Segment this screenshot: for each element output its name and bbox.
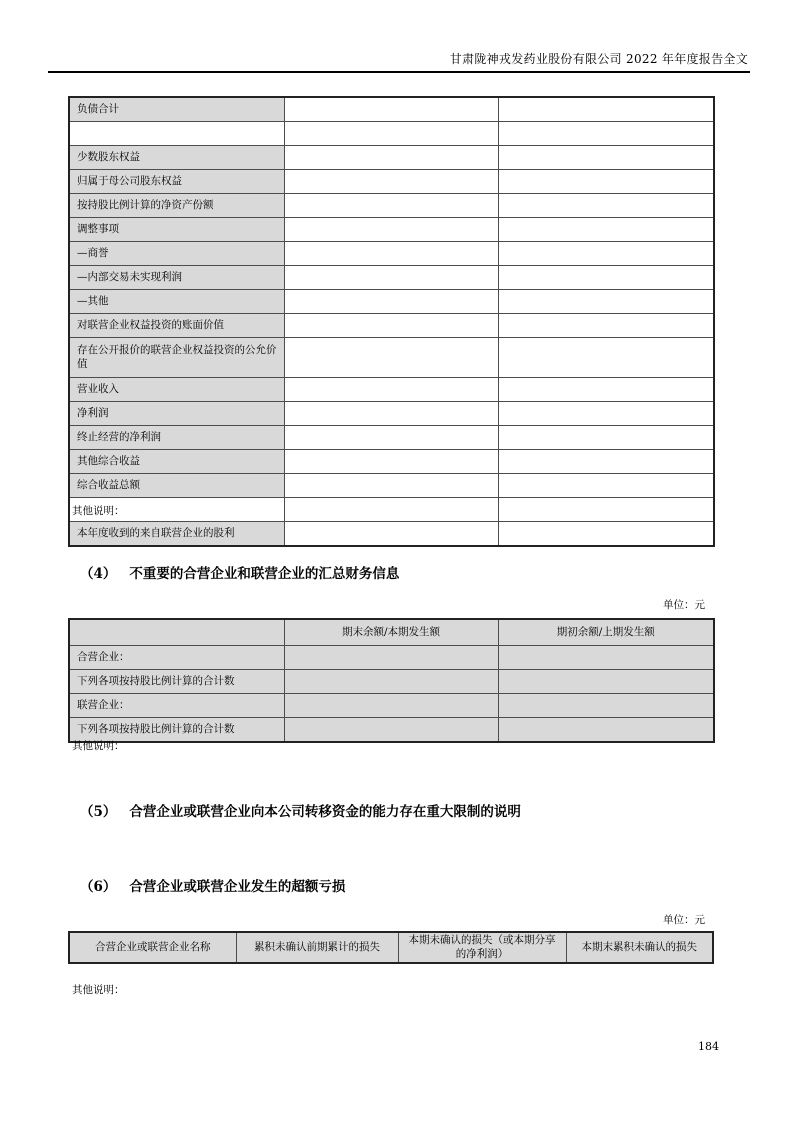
value-cell bbox=[498, 97, 714, 122]
header-cell bbox=[69, 619, 284, 646]
section-number: （6） bbox=[80, 879, 117, 895]
row-label: 下列各项按持股比例计算的合计数 bbox=[69, 718, 284, 743]
row-label: 负债合计 bbox=[69, 97, 284, 122]
row-label: 下列各项按持股比例计算的合计数 bbox=[69, 670, 284, 694]
value-cell bbox=[284, 242, 498, 266]
value-cell bbox=[284, 378, 498, 402]
row-label: 其他综合收益 bbox=[69, 450, 284, 474]
table-row bbox=[69, 122, 714, 146]
header-cell: 期末余额/本期发生额 bbox=[284, 619, 498, 646]
value-cell bbox=[284, 402, 498, 426]
table-row bbox=[69, 146, 714, 170]
row-label bbox=[69, 122, 284, 146]
other-notes-label: 其他说明： bbox=[72, 740, 125, 752]
value-cell bbox=[284, 266, 498, 290]
row-label: 营业收入 bbox=[69, 378, 284, 402]
report-header bbox=[48, 50, 748, 67]
header-cell: 本期末累积未确认的损失 bbox=[566, 932, 713, 963]
value-cell bbox=[284, 522, 498, 547]
section-title: 不重要的合营企业和联营企业的汇总财务信息 bbox=[129, 566, 400, 582]
section-6-heading bbox=[80, 875, 345, 895]
table-row bbox=[69, 242, 714, 266]
row-label: 归属于母公司股东权益 bbox=[69, 170, 284, 194]
value-cell bbox=[498, 670, 714, 694]
row-label: 对联营企业权益投资的账面价值 bbox=[69, 314, 284, 338]
value-cell bbox=[284, 670, 498, 694]
value-cell bbox=[498, 402, 714, 426]
value-cell bbox=[498, 694, 714, 718]
table-row bbox=[69, 402, 714, 426]
table-row bbox=[69, 450, 714, 474]
value-cell bbox=[498, 218, 714, 242]
value-cell bbox=[284, 170, 498, 194]
section-5-heading bbox=[80, 800, 521, 820]
value-cell bbox=[284, 338, 498, 378]
associates-financial-table bbox=[68, 96, 715, 547]
value-cell bbox=[498, 646, 714, 670]
value-cell bbox=[284, 290, 498, 314]
report-title: 甘肃陇神戎发药业股份有限公司 2022 年年度报告全文 bbox=[449, 52, 748, 66]
row-label: 按持股比例计算的净资产份额 bbox=[69, 194, 284, 218]
value-cell bbox=[284, 122, 498, 146]
unit-label: 单位：元 bbox=[663, 599, 705, 611]
table-row bbox=[69, 97, 714, 122]
table-row bbox=[69, 670, 714, 694]
row-label: 综合收益总额 bbox=[69, 474, 284, 498]
row-label: 联营企业： bbox=[69, 694, 284, 718]
header-cell: 期初余额/上期发生额 bbox=[498, 619, 714, 646]
value-cell bbox=[284, 646, 498, 670]
value-cell bbox=[498, 450, 714, 474]
unit-label: 单位：元 bbox=[663, 914, 705, 926]
value-cell bbox=[284, 218, 498, 242]
table-header-row bbox=[69, 619, 714, 646]
value-cell bbox=[498, 718, 714, 743]
row-label: 本年度收到的来自联营企业的股利 bbox=[69, 522, 284, 547]
value-cell bbox=[498, 474, 714, 498]
table-row bbox=[69, 338, 714, 378]
value-cell bbox=[284, 194, 498, 218]
value-cell bbox=[498, 378, 714, 402]
value-cell bbox=[498, 522, 714, 547]
value-cell bbox=[284, 146, 498, 170]
table-row bbox=[69, 266, 714, 290]
table-row bbox=[69, 194, 714, 218]
section-number: （4） bbox=[80, 566, 117, 582]
value-cell bbox=[284, 498, 498, 522]
row-label: —商誉 bbox=[69, 242, 284, 266]
table-row bbox=[69, 170, 714, 194]
row-label: 存在公开报价的联营企业权益投资的公允价值 bbox=[69, 338, 284, 378]
section-title: 合营企业或联营企业发生的超额亏损 bbox=[129, 879, 346, 895]
value-cell bbox=[498, 242, 714, 266]
value-cell bbox=[284, 474, 498, 498]
header-cell: 合营企业或联营企业名称 bbox=[69, 932, 236, 963]
header-cell: 累积未确认前期累计的损失 bbox=[236, 932, 398, 963]
table-row bbox=[69, 218, 714, 242]
excess-loss-table bbox=[68, 931, 714, 964]
other-notes-label: 其他说明： bbox=[72, 505, 125, 517]
row-label: 调整事项 bbox=[69, 218, 284, 242]
value-cell bbox=[284, 314, 498, 338]
table-row bbox=[69, 718, 714, 743]
table-row bbox=[69, 522, 714, 547]
other-notes-label: 其他说明： bbox=[72, 984, 125, 996]
row-label: 净利润 bbox=[69, 402, 284, 426]
row-label: 少数股东权益 bbox=[69, 146, 284, 170]
value-cell bbox=[498, 498, 714, 522]
value-cell bbox=[498, 290, 714, 314]
section-number: （5） bbox=[80, 804, 117, 820]
value-cell bbox=[498, 170, 714, 194]
table-row bbox=[69, 378, 714, 402]
value-cell bbox=[284, 718, 498, 743]
value-cell bbox=[498, 146, 714, 170]
table-header-row bbox=[69, 932, 713, 963]
header-cell: 本期未确认的损失（或本期分享的净利润） bbox=[398, 932, 566, 963]
table-row bbox=[69, 694, 714, 718]
row-label: —其他 bbox=[69, 290, 284, 314]
table-row bbox=[69, 314, 714, 338]
value-cell bbox=[498, 194, 714, 218]
value-cell bbox=[498, 314, 714, 338]
row-label: 终止经营的净利润 bbox=[69, 426, 284, 450]
value-cell bbox=[284, 450, 498, 474]
value-cell bbox=[284, 694, 498, 718]
value-cell bbox=[498, 266, 714, 290]
value-cell bbox=[498, 122, 714, 146]
section-4-heading bbox=[80, 562, 399, 582]
section-title: 合营企业或联营企业向本公司转移资金的能力存在重大限制的说明 bbox=[129, 804, 521, 820]
page-number: 184 bbox=[698, 1040, 719, 1053]
value-cell bbox=[498, 426, 714, 450]
table-row bbox=[69, 498, 714, 522]
value-cell bbox=[284, 97, 498, 122]
value-cell bbox=[284, 426, 498, 450]
table-row bbox=[69, 426, 714, 450]
value-cell bbox=[498, 338, 714, 378]
row-label: 合营企业： bbox=[69, 646, 284, 670]
header-divider bbox=[48, 71, 750, 73]
row-label: —内部交易未实现利润 bbox=[69, 266, 284, 290]
table-row bbox=[69, 474, 714, 498]
summary-financial-table bbox=[68, 618, 715, 743]
table-row bbox=[69, 646, 714, 670]
table-row bbox=[69, 290, 714, 314]
